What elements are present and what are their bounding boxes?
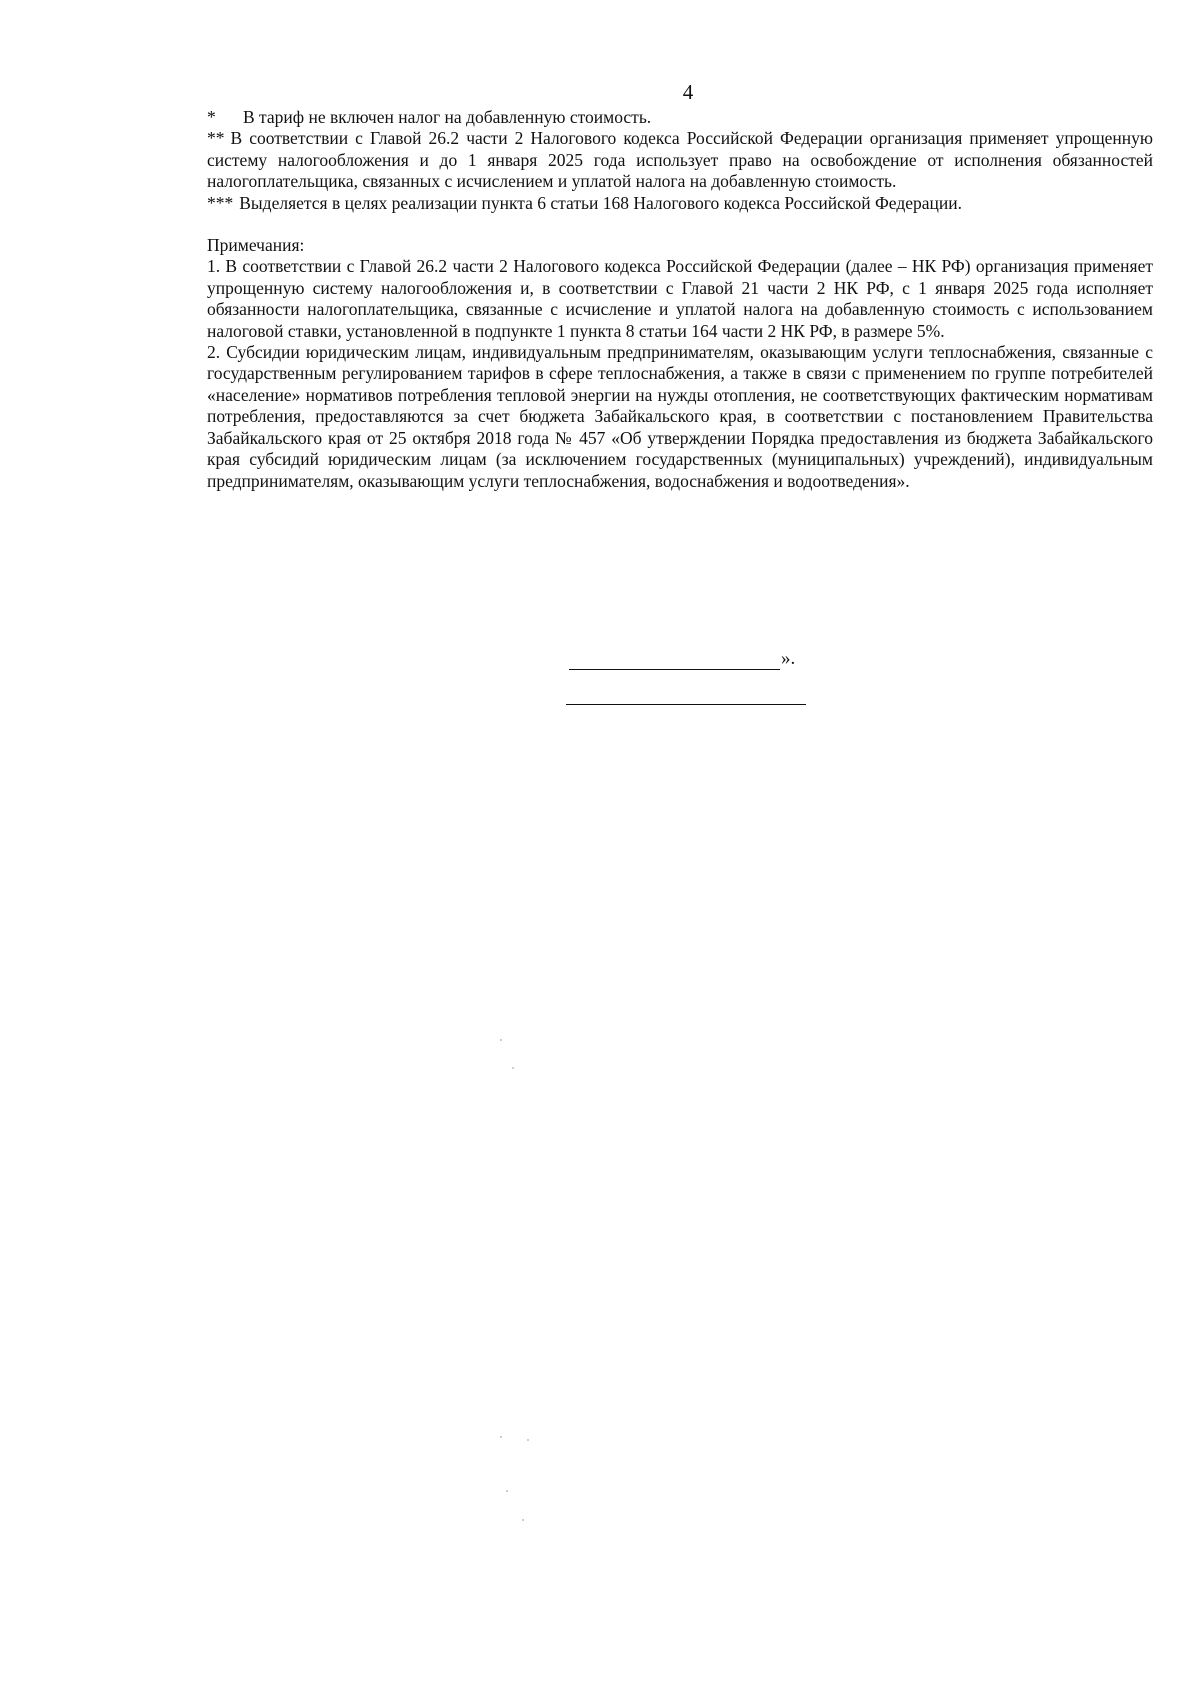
scan-speck xyxy=(506,1490,508,1492)
notes-heading: Примечания: xyxy=(207,235,305,256)
signature-underline xyxy=(569,669,780,670)
closing-quote: ». xyxy=(781,648,796,669)
footnote-text: В соответствии с Главой 26.2 части 2 Налогового кодекса Российской Федерации организация применяет упрощенную систему налогообложения и до 1 января 2025 года использует право на освобождение от исполнения обязанностей налогоплательщика, связанных с исчислением и уплатой налога на добавленную стоимость. xyxy=(207,128,1153,192)
footnote-text: Выделяется в целях реализации пункта 6 статьи 168 Налогового кодекса Российской Федерации. xyxy=(239,192,963,213)
scan-speck xyxy=(500,1436,502,1438)
scan-speck xyxy=(522,1519,524,1521)
note-item: 2. Субсидии юридическим лицам, индивидуальным предпринимателям, оказывающим услуги теплоснабжения, связанные с государственным регулированием тарифов в сфере теплоснабжения, а также в связи с применением по группе потребителей «население» нормативов потребления тепловой энергии на нужды отопления, не соответствующих фактическим нормативам потребления, предоставляются за счет бюджета Забайкальского края, в соответствии с постановлением Правительства Забайкальского края от 25 октября 2018 года № 457 «Об утверждении Порядка предоставления из бюджета Забайкальского края субсидий юридическим лицам (за исключением государственных (муниципальных) учреждений), индивидуальным предпринимателям, оказывающим услуги теплоснабжения, водоснабжения и водоотведения». xyxy=(207,342,1153,491)
footnote-marker: *** xyxy=(207,192,234,213)
note-item: 1. В соответствии с Главой 26.2 части 2 Налогового кодекса Российской Федерации (далее – НК РФ) организация применяет упрощенную систему налогообложения и, в соответствии с Главой 21 части 2 НК РФ, с 1 января 2025 года исполняет обязанности налогоплательщика, связанные с исчисление и уплатой налога на добавленную стоимость с использованием налоговой ставки, установленной в подпункте 1 пункта 8 статьи 164 части 2 НК РФ, в размере 5%. xyxy=(207,256,1153,341)
closing-mark xyxy=(569,645,829,675)
end-of-document-rule xyxy=(566,704,806,705)
page-number: 4 xyxy=(682,80,694,104)
document-body xyxy=(207,107,1153,492)
footnote-marker: * xyxy=(207,107,216,127)
footnote-article-168 xyxy=(207,193,1153,214)
footnote-text: В тариф не включен налог на добавленную стоимость. xyxy=(243,107,652,127)
scan-speck xyxy=(500,1039,502,1041)
scan-speck xyxy=(512,1067,514,1069)
footnote-marker: ** xyxy=(207,128,225,149)
scan-speck xyxy=(527,1439,529,1441)
footnote-vat-not-included xyxy=(207,107,1153,128)
footnote-simplified-taxation xyxy=(207,128,1153,192)
